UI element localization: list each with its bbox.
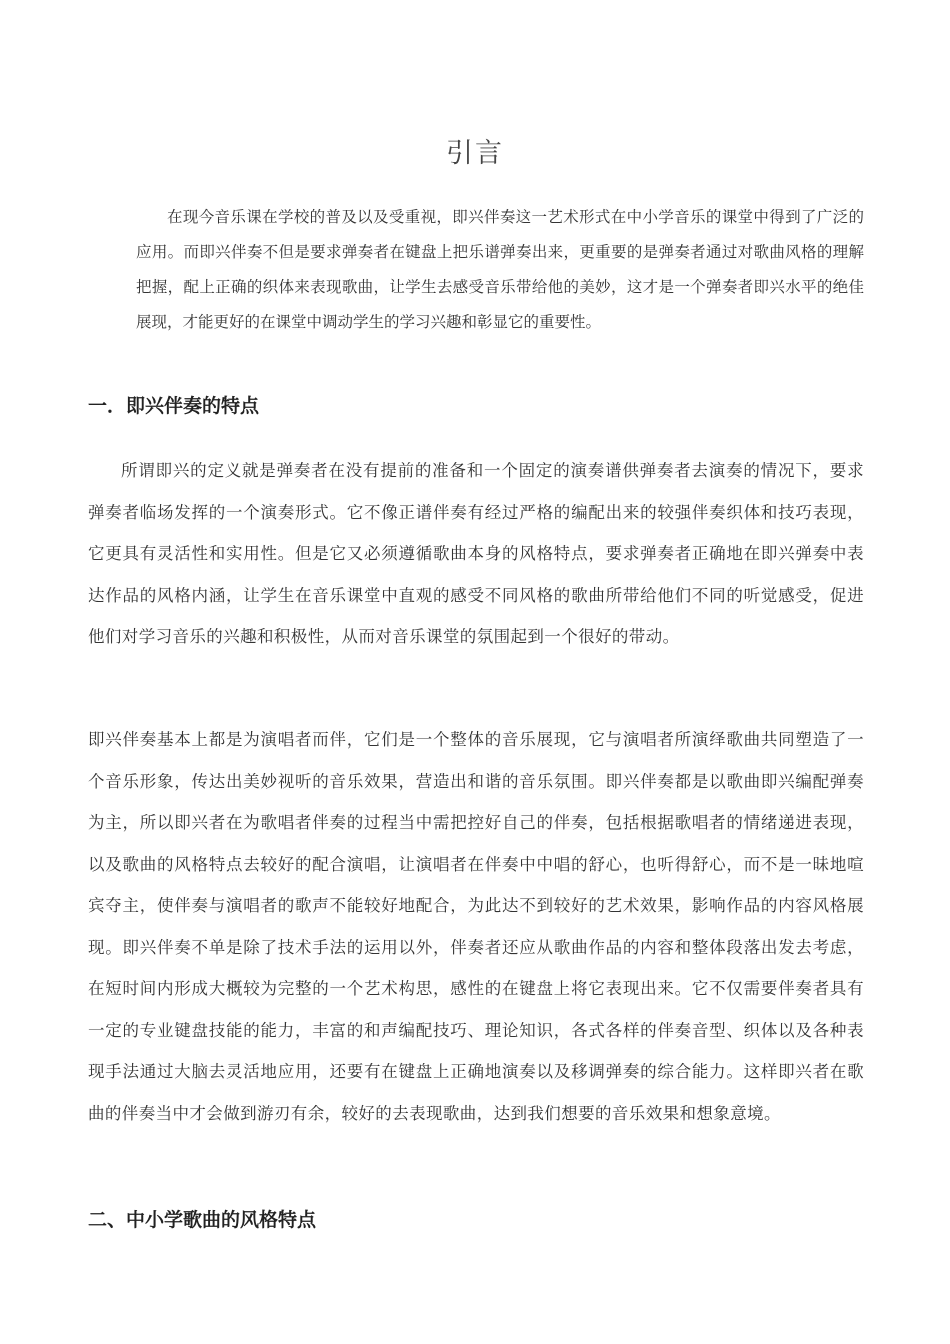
intro-paragraph: 在现今音乐课在学校的普及以及受重视，即兴伴奏这一艺术形式在中小学音乐的课堂中得到了广泛的应用。而即兴伴奏不但是要求弹奏者在键盘上把乐谱弹奏出来，更重要的是弹奏者通过对歌曲风格的理解把握，配上正确的织体来表现歌曲，让学生去感受音乐带给他的美妙，这才是一个弹奏者即兴水平的绝佳展现，才能更好的在课堂中调动学生的学习兴趣和彰显它的重要性。: [136, 208, 864, 331]
section-1-paragraph-2: 即兴伴奏基本上都是为演唱者而伴，它们是一个整体的音乐展现，它与演唱者所演绎歌曲共同塑造了一个音乐形象，传达出美妙视听的音乐效果，营造出和谐的音乐氛围。即兴伴奏都是以歌曲即兴编配弹奏为主，所以即兴者在为歌唱者伴奏的过程当中需把控好自己的伴奏，包括根据歌唱者的情绪递进表现，以及歌曲的风格特点去较好的配合演唱，让演唱者在伴奏中中唱的舒心，也听得舒心，而不是一昧地喧宾夺主，使伴奏与演唱者的歌声不能较好地配合，为此达不到较好的艺术效果，影响作品的内容风格展现。即兴伴奏不单是除了技术手法的运用以外，伴奏者还应从歌曲作品的内容和整体段落出发去考虑，在短时间内形成大概较为完整的一个艺术构思，感性的在键盘上将它表现出来。它不仅需要伴奏者具有一定的专业键盘技能的能力，丰富的和声编配技巧、理论知识，各式各样的伴奏音型、织体以及各种表现手法通过大脑去灵活地应用，还要有在键盘上正确地演奏以及移调弹奏的综合能力。这样即兴者在歌曲的伴奏当中才会做到游刃有余，较好的去表现歌曲，达到我们想要的音乐效果和想象意境。: [88, 730, 864, 1123]
section-heading-1: 一．即兴伴奏的特点: [88, 395, 260, 417]
page-title: 引言: [446, 138, 504, 169]
section-heading-2: 二、中小学歌曲的风格特点: [88, 1209, 317, 1231]
section-1-paragraph-1: 所谓即兴的定义就是弹奏者在没有提前的准备和一个固定的演奏谱供弹奏者去演奏的情况下，要求弹奏者临场发挥的一个演奏形式。它不像正谱伴奏有经过严格的编配出来的较强伴奏织体和技巧表现，它更具有灵活性和实用性。但是它又必须遵循歌曲本身的风格特点，要求弹奏者正确地在即兴弹奏中表达作品的风格内涵，让学生在音乐课堂中直观的感受不同风格的歌曲所带给他们不同的听觉感受，促进他们对学习音乐的兴趣和积极性，从而对音乐课堂的氛围起到一个很好的带动。: [88, 461, 864, 646]
